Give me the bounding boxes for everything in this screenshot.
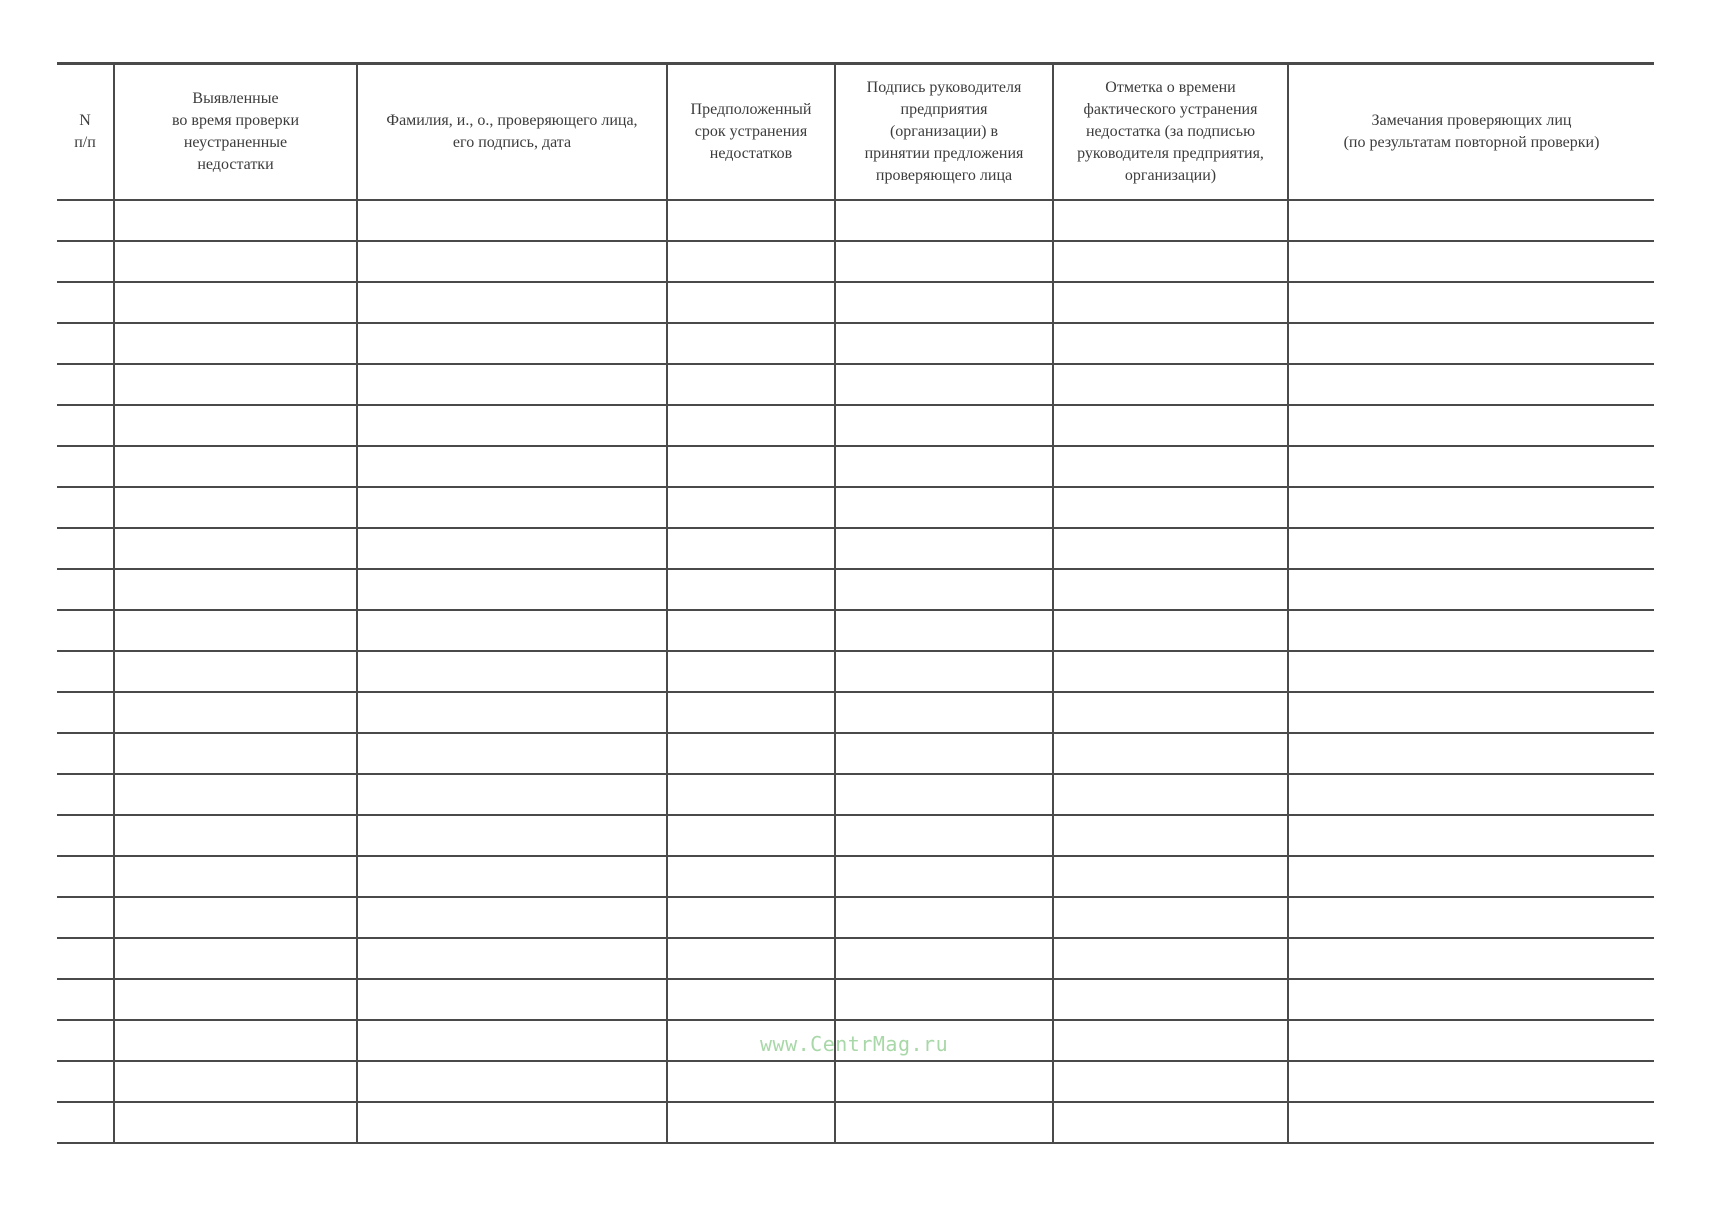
cell-number[interactable] (57, 979, 114, 1020)
cell-number[interactable] (57, 938, 114, 979)
cell-defects[interactable] (114, 528, 357, 569)
cell-remarks[interactable] (1288, 938, 1654, 979)
cell-remarks[interactable] (1288, 323, 1654, 364)
cell-fix-mark[interactable] (1053, 200, 1288, 241)
register-body (57, 200, 1654, 1143)
cell-manager-signature[interactable] (835, 979, 1053, 1020)
cell-remarks[interactable] (1288, 528, 1654, 569)
cell-defects[interactable] (114, 487, 357, 528)
cell-fix-mark[interactable] (1053, 364, 1288, 405)
cell-fix-mark[interactable] (1053, 405, 1288, 446)
cell-number[interactable] (57, 446, 114, 487)
register-form (57, 62, 1654, 1144)
cell-inspector[interactable] (357, 1061, 667, 1102)
cell-manager-signature[interactable] (835, 241, 1053, 282)
cell-fix-mark[interactable] (1053, 323, 1288, 364)
cell-defects[interactable] (114, 446, 357, 487)
cell-fix-mark[interactable] (1053, 651, 1288, 692)
cell-number[interactable] (57, 364, 114, 405)
cell-defects[interactable] (114, 897, 357, 938)
cell-fix-mark[interactable] (1053, 569, 1288, 610)
cell-number[interactable] (57, 528, 114, 569)
inspection-register-table (57, 62, 1654, 1144)
cell-inspector[interactable] (357, 405, 667, 446)
cell-remarks[interactable] (1288, 405, 1654, 446)
cell-inspector[interactable] (357, 241, 667, 282)
cell-manager-signature[interactable] (835, 1061, 1053, 1102)
cell-manager-signature[interactable] (835, 528, 1053, 569)
cell-deadline[interactable] (667, 528, 835, 569)
cell-remarks[interactable] (1288, 610, 1654, 651)
cell-deadline[interactable] (667, 815, 835, 856)
table-row (57, 1061, 1654, 1102)
cell-inspector[interactable] (357, 897, 667, 938)
cell-inspector[interactable] (357, 1020, 667, 1061)
cell-fix-mark[interactable] (1053, 979, 1288, 1020)
table-row (57, 487, 1654, 528)
cell-fix-mark[interactable] (1053, 856, 1288, 897)
cell-remarks[interactable] (1288, 733, 1654, 774)
cell-fix-mark[interactable] (1053, 815, 1288, 856)
cell-inspector[interactable] (357, 323, 667, 364)
table-row (57, 200, 1654, 241)
table-row (57, 815, 1654, 856)
header-fix-mark: Отметка о времени фактического устранения недостатка (за подписью руководителя предприятия, организации) (1053, 64, 1288, 201)
cell-number[interactable] (57, 856, 114, 897)
cell-defects[interactable] (114, 241, 357, 282)
table-row (57, 938, 1654, 979)
cell-number[interactable] (57, 815, 114, 856)
header-manager-signature: Подпись руководителя предприятия (организации) в принятии предложения проверяющего лица (835, 64, 1053, 201)
cell-remarks[interactable] (1288, 979, 1654, 1020)
cell-number[interactable] (57, 897, 114, 938)
cell-defects[interactable] (114, 364, 357, 405)
cell-fix-mark[interactable] (1053, 487, 1288, 528)
cell-inspector[interactable] (357, 610, 667, 651)
cell-number[interactable] (57, 1102, 114, 1143)
cell-remarks[interactable] (1288, 446, 1654, 487)
cell-manager-signature[interactable] (835, 610, 1053, 651)
cell-remarks[interactable] (1288, 856, 1654, 897)
cell-remarks[interactable] (1288, 774, 1654, 815)
cell-fix-mark[interactable] (1053, 897, 1288, 938)
header-defects: Выявленные во время проверки неустраненные недостатки (114, 64, 357, 201)
cell-defects[interactable] (114, 405, 357, 446)
cell-deadline[interactable] (667, 651, 835, 692)
cell-manager-signature[interactable] (835, 405, 1053, 446)
table-row (57, 282, 1654, 323)
cell-number[interactable] (57, 323, 114, 364)
cell-number[interactable] (57, 610, 114, 651)
cell-number[interactable] (57, 405, 114, 446)
cell-manager-signature[interactable] (835, 692, 1053, 733)
cell-deadline[interactable] (667, 364, 835, 405)
cell-fix-mark[interactable] (1053, 241, 1288, 282)
cell-inspector[interactable] (357, 282, 667, 323)
cell-manager-signature[interactable] (835, 364, 1053, 405)
cell-defects[interactable] (114, 856, 357, 897)
cell-remarks[interactable] (1288, 364, 1654, 405)
table-row (57, 241, 1654, 282)
cell-number[interactable] (57, 774, 114, 815)
cell-defects[interactable] (114, 610, 357, 651)
cell-inspector[interactable] (357, 364, 667, 405)
cell-inspector[interactable] (357, 487, 667, 528)
cell-manager-signature[interactable] (835, 569, 1053, 610)
cell-defects[interactable] (114, 1061, 357, 1102)
cell-number[interactable] (57, 487, 114, 528)
cell-deadline[interactable] (667, 897, 835, 938)
cell-fix-mark[interactable] (1053, 692, 1288, 733)
cell-number[interactable] (57, 1061, 114, 1102)
cell-defects[interactable] (114, 323, 357, 364)
cell-inspector[interactable] (357, 446, 667, 487)
cell-fix-mark[interactable] (1053, 774, 1288, 815)
table-row (57, 856, 1654, 897)
table-row (57, 897, 1654, 938)
table-row (57, 733, 1654, 774)
cell-remarks[interactable] (1288, 692, 1654, 733)
cell-deadline[interactable] (667, 446, 835, 487)
cell-inspector[interactable] (357, 528, 667, 569)
header-number: N п/п (57, 64, 114, 201)
cell-deadline[interactable] (667, 774, 835, 815)
cell-manager-signature[interactable] (835, 1102, 1053, 1143)
cell-manager-signature[interactable] (835, 323, 1053, 364)
cell-manager-signature[interactable] (835, 487, 1053, 528)
cell-defects[interactable] (114, 651, 357, 692)
cell-defects[interactable] (114, 733, 357, 774)
cell-defects[interactable] (114, 938, 357, 979)
cell-manager-signature[interactable] (835, 856, 1053, 897)
cell-inspector[interactable] (357, 815, 667, 856)
cell-inspector[interactable] (357, 938, 667, 979)
watermark-text: www.CentrMag.ru (760, 1032, 949, 1056)
cell-deadline[interactable] (667, 200, 835, 241)
cell-defects[interactable] (114, 1020, 357, 1061)
table-row (57, 692, 1654, 733)
cell-fix-mark[interactable] (1053, 446, 1288, 487)
cell-deadline[interactable] (667, 733, 835, 774)
cell-defects[interactable] (114, 774, 357, 815)
table-row (57, 569, 1654, 610)
cell-deadline[interactable] (667, 979, 835, 1020)
table-row (57, 323, 1654, 364)
cell-inspector[interactable] (357, 651, 667, 692)
cell-fix-mark[interactable] (1053, 1102, 1288, 1143)
cell-manager-signature[interactable] (835, 651, 1053, 692)
table-row (57, 528, 1654, 569)
cell-fix-mark[interactable] (1053, 733, 1288, 774)
cell-remarks[interactable] (1288, 241, 1654, 282)
cell-remarks[interactable] (1288, 897, 1654, 938)
cell-remarks[interactable] (1288, 1061, 1654, 1102)
cell-defects[interactable] (114, 200, 357, 241)
cell-fix-mark[interactable] (1053, 938, 1288, 979)
cell-manager-signature[interactable] (835, 897, 1053, 938)
cell-remarks[interactable] (1288, 487, 1654, 528)
cell-number[interactable] (57, 200, 114, 241)
cell-inspector[interactable] (357, 856, 667, 897)
table-row (57, 979, 1654, 1020)
cell-fix-mark[interactable] (1053, 1061, 1288, 1102)
cell-deadline[interactable] (667, 938, 835, 979)
cell-fix-mark[interactable] (1053, 528, 1288, 569)
cell-number[interactable] (57, 692, 114, 733)
cell-inspector[interactable] (357, 774, 667, 815)
cell-deadline[interactable] (667, 241, 835, 282)
cell-deadline[interactable] (667, 856, 835, 897)
cell-inspector[interactable] (357, 692, 667, 733)
table-row (57, 610, 1654, 651)
cell-manager-signature[interactable] (835, 200, 1053, 241)
cell-inspector[interactable] (357, 1102, 667, 1143)
cell-deadline[interactable] (667, 282, 835, 323)
cell-fix-mark[interactable] (1053, 282, 1288, 323)
cell-remarks[interactable] (1288, 1102, 1654, 1143)
cell-remarks[interactable] (1288, 815, 1654, 856)
cell-deadline[interactable] (667, 569, 835, 610)
cell-deadline[interactable] (667, 1061, 835, 1102)
cell-number[interactable] (57, 569, 114, 610)
cell-deadline[interactable] (667, 1102, 835, 1143)
cell-manager-signature[interactable] (835, 733, 1053, 774)
table-row (57, 651, 1654, 692)
cell-inspector[interactable] (357, 979, 667, 1020)
cell-remarks[interactable] (1288, 1020, 1654, 1061)
cell-manager-signature[interactable] (835, 815, 1053, 856)
header-inspector: Фамилия, и., о., проверяющего лица, его подпись, дата (357, 64, 667, 201)
header-deadline: Предположенный срок устранения недостатков (667, 64, 835, 201)
cell-fix-mark[interactable] (1053, 610, 1288, 651)
cell-defects[interactable] (114, 979, 357, 1020)
cell-manager-signature[interactable] (835, 446, 1053, 487)
cell-manager-signature[interactable] (835, 774, 1053, 815)
header-remarks: Замечания проверяющих лиц (по результатам повторной проверки) (1288, 64, 1654, 201)
cell-defects[interactable] (114, 692, 357, 733)
cell-number[interactable] (57, 282, 114, 323)
table-row (57, 1102, 1654, 1143)
cell-deadline[interactable] (667, 487, 835, 528)
cell-number[interactable] (57, 651, 114, 692)
cell-inspector[interactable] (357, 200, 667, 241)
cell-remarks[interactable] (1288, 200, 1654, 241)
cell-manager-signature[interactable] (835, 938, 1053, 979)
table-row (57, 774, 1654, 815)
table-row (57, 446, 1654, 487)
cell-inspector[interactable] (357, 733, 667, 774)
table-row (57, 364, 1654, 405)
cell-fix-mark[interactable] (1053, 1020, 1288, 1061)
cell-defects[interactable] (114, 1102, 357, 1143)
cell-deadline[interactable] (667, 692, 835, 733)
cell-number[interactable] (57, 733, 114, 774)
cell-deadline[interactable] (667, 405, 835, 446)
cell-defects[interactable] (114, 282, 357, 323)
cell-remarks[interactable] (1288, 282, 1654, 323)
cell-defects[interactable] (114, 569, 357, 610)
cell-deadline[interactable] (667, 610, 835, 651)
cell-deadline[interactable] (667, 323, 835, 364)
cell-remarks[interactable] (1288, 569, 1654, 610)
cell-defects[interactable] (114, 815, 357, 856)
cell-number[interactable] (57, 1020, 114, 1061)
cell-inspector[interactable] (357, 569, 667, 610)
header-row (57, 64, 1654, 201)
cell-manager-signature[interactable] (835, 282, 1053, 323)
cell-number[interactable] (57, 241, 114, 282)
table-row (57, 405, 1654, 446)
cell-remarks[interactable] (1288, 651, 1654, 692)
